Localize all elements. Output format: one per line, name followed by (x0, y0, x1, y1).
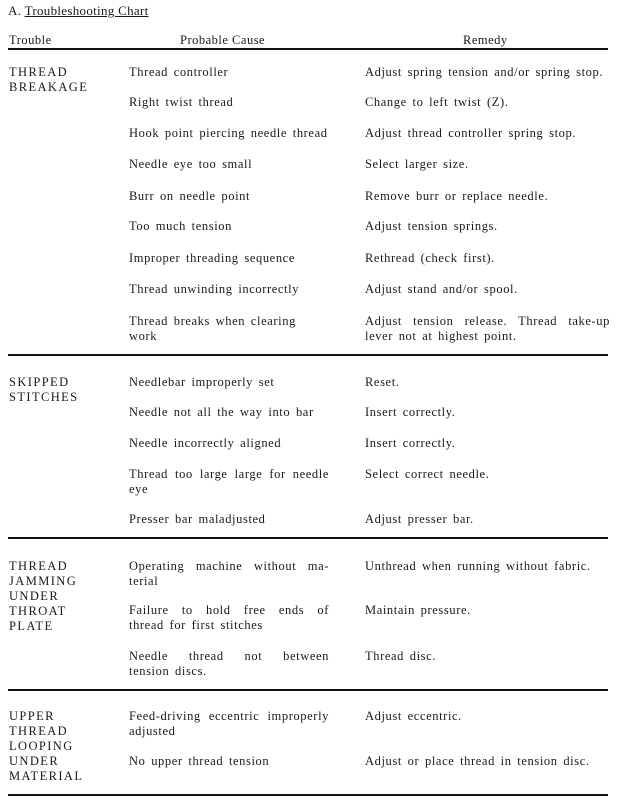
remedy-cell: Insert correctly. (365, 405, 456, 419)
trouble-label-line: UPPER (9, 709, 55, 723)
section-divider (8, 537, 608, 539)
cause-cell: Needlebar improperly set (129, 375, 275, 389)
cause-cell: Feed-driving eccentric improperly adjusted (129, 709, 329, 738)
trouble-label-line: THREAD (9, 724, 69, 738)
chart-heading (8, 3, 149, 19)
remedy-cell: Adjust presser bar. (365, 512, 474, 526)
cause-cell: No upper thread tension (129, 754, 270, 768)
remedy-cell: Select larger size. (365, 157, 469, 171)
trouble-label-line: THREAD (9, 559, 69, 573)
remedy-cell: Thread disc. (365, 649, 436, 663)
header-rule (8, 48, 608, 50)
column-header-cause: Probable Cause (180, 33, 266, 47)
trouble-label-line: MATERIAL (9, 769, 84, 783)
cause-cell: Right twist thread (129, 95, 234, 109)
trouble-label-line: JAMMING (9, 574, 78, 588)
trouble-label (9, 559, 119, 634)
remedy-cell: Rethread (check first). (365, 251, 495, 265)
remedy-cell: Adjust tension springs. (365, 219, 498, 233)
trouble-label (9, 65, 119, 95)
cause-cell: Too much tension (129, 219, 232, 233)
trouble-label-line: THROAT (9, 604, 67, 618)
remedy-cell: Adjust or place thread in tension disc. (365, 754, 590, 768)
heading-title: Troubleshooting Chart (24, 3, 149, 18)
remedy-cell: Adjust eccentric. (365, 709, 462, 723)
column-header-remedy: Remedy (463, 33, 508, 47)
remedy-cell: Adjust thread controller spring stop. (365, 126, 577, 140)
cause-cell: Thread too large large for needle eye (129, 467, 329, 496)
remedy-cell: Adjust tension release. Thread take-up lever not at highest point. (365, 314, 610, 343)
cause-cell: Needle not all the way into bar (129, 405, 314, 419)
cause-cell: Thread unwinding incorrectly (129, 282, 300, 296)
cause-cell: Burr on needle point (129, 189, 251, 203)
section-divider (8, 689, 608, 691)
section-divider (8, 354, 608, 356)
trouble-label-line: UNDER (9, 754, 60, 768)
remedy-cell: Select correct needle. (365, 467, 490, 481)
trouble-label-line: UNDER (9, 589, 60, 603)
trouble-label-line: THREAD (9, 65, 69, 79)
remedy-cell: Unthread when running without fabric. (365, 559, 591, 573)
remedy-cell: Adjust stand and/or spool. (365, 282, 518, 296)
trouble-label-line: SKIPPED (9, 375, 70, 389)
heading-prefix: A. (8, 3, 22, 18)
cause-cell: Thread breaks when clearing work (129, 314, 296, 343)
trouble-label-line: PLATE (9, 619, 54, 633)
cause-cell: Presser bar maladjusted (129, 512, 266, 526)
cause-cell: Operating machine without ma-terial (129, 559, 329, 588)
remedy-cell: Remove burr or replace needle. (365, 189, 549, 203)
remedy-cell: Maintain pressure. (365, 603, 471, 617)
trouble-label-line: STITCHES (9, 390, 79, 404)
column-header-trouble: Trouble (9, 33, 52, 47)
trouble-label (9, 375, 119, 405)
cause-cell: Needle eye too small (129, 157, 253, 171)
remedy-cell: Reset. (365, 375, 400, 389)
cause-cell: Needle thread not between tension discs. (129, 649, 329, 678)
trouble-label-line: BREAKAGE (9, 80, 89, 94)
remedy-cell: Insert correctly. (365, 436, 456, 450)
cause-cell: Failure to hold free ends of thread for first stitches (129, 603, 329, 632)
trouble-label (9, 709, 119, 784)
cause-cell: Hook point piercing needle thread (129, 126, 328, 140)
bottom-rule (8, 794, 608, 796)
cause-cell: Improper threading sequence (129, 251, 295, 265)
remedy-cell: Change to left twist (Z). (365, 95, 509, 109)
remedy-cell: Adjust spring tension and/or spring stop. (365, 65, 604, 79)
trouble-label-line: LOOPING (9, 739, 74, 753)
cause-cell: Thread controller (129, 65, 229, 79)
cause-cell: Needle incorrectly aligned (129, 436, 282, 450)
